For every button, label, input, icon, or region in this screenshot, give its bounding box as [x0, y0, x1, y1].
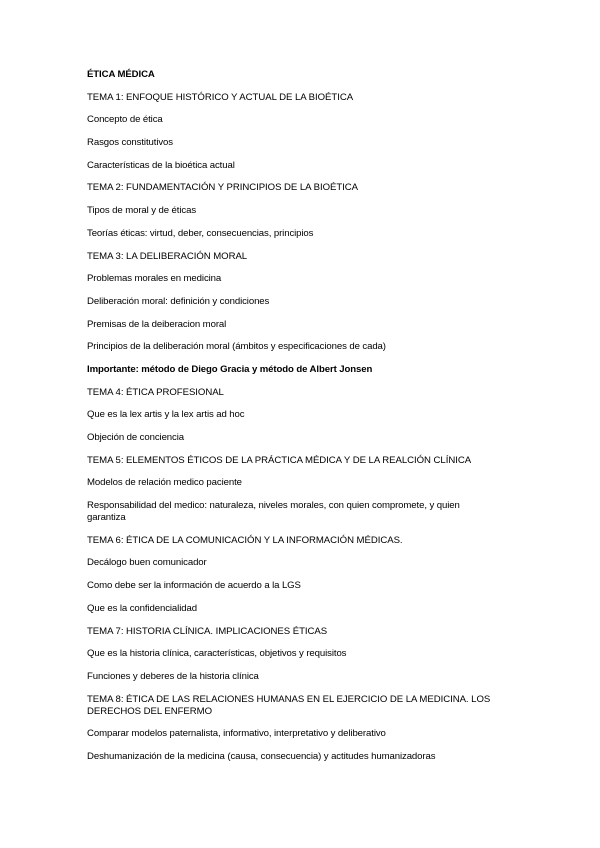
topic-item: Características de la bioética actual — [87, 159, 235, 171]
document-title: ÉTICA MÉDICA — [87, 69, 155, 80]
topic-item: Que es la historia clínica, características, objetivos y requisitos — [87, 648, 347, 660]
topic-item: Principios de la deliberación moral (ámbitos y especificaciones de cada) — [87, 341, 386, 353]
topic-item: Que es la confidencialidad — [87, 602, 197, 614]
topic-item: Tipos de moral y de éticas — [87, 205, 197, 217]
topic-item: Comparar modelos paternalista, informativo, interpretativo y deliberativo — [87, 728, 386, 740]
topic-item: Responsabilidad del medico: naturaleza, niveles morales, con quien compromete, y quien garantiza — [87, 500, 460, 524]
topic-heading: TEMA 7: HISTORIA CLÍNICA. IMPLICACIONES ÉTICAS — [87, 625, 328, 637]
topic-heading: TEMA 5: ELEMENTOS ÉTICOS DE LA PRÁCTICA MÉDICA Y DE LA REALCIÓN CLÍNICA — [87, 454, 472, 466]
topic-item: Premisas de la deiberacion moral — [87, 318, 227, 330]
topic-item: Decálogo buen comunicador — [87, 557, 207, 569]
topic-item: Modelos de relación medico paciente — [87, 477, 242, 489]
topic-heading: TEMA 1: ENFOQUE HISTÓRICO Y ACTUAL DE LA BIOÉTICA — [87, 91, 354, 103]
topic-item: Objeción de conciencia — [87, 432, 184, 443]
topic-item: Teorías éticas: virtud, deber, consecuencias, principios — [87, 227, 314, 239]
topic-item: Deliberación moral: definición y condiciones — [87, 295, 270, 307]
topic-heading: TEMA 4: ÉTICA PROFESIONAL — [87, 386, 224, 398]
topic-heading: TEMA 3: LA DELIBERACIÓN MORAL — [87, 250, 248, 262]
topic-item: Problemas morales en medicina — [87, 273, 222, 285]
topic-item: Rasgos constitutivos — [87, 137, 173, 149]
topic-item: Deshumanización de la medicina (causa, consecuencia) y actitudes humanizadoras — [87, 750, 436, 762]
topic-heading: TEMA 6: ÉTICA DE LA COMUNICACIÓN Y LA INFORMACIÓN MÉDICAS. — [87, 534, 403, 546]
topic-heading: TEMA 8: ÉTICA DE LAS RELACIONES HUMANAS EN EL EJERCICIO DE LA MEDICINA. LOS DERECHOS DEL ENFERMO — [87, 693, 491, 717]
important-note: Importante: método de Diego Gracia y método de Albert Jonsen — [87, 363, 373, 375]
topic-item: Que es la lex artis y la lex artis ad hoc — [87, 409, 245, 421]
topic-item: Funciones y deberes de la historia clínica — [87, 670, 259, 682]
topic-item: Como debe ser la información de acuerdo a la LGS — [87, 580, 301, 592]
topic-heading: TEMA 2: FUNDAMENTACIÓN Y PRINCIPIOS DE LA BIOÉTICA — [87, 182, 358, 194]
topic-item: Concepto de ética — [87, 114, 163, 126]
